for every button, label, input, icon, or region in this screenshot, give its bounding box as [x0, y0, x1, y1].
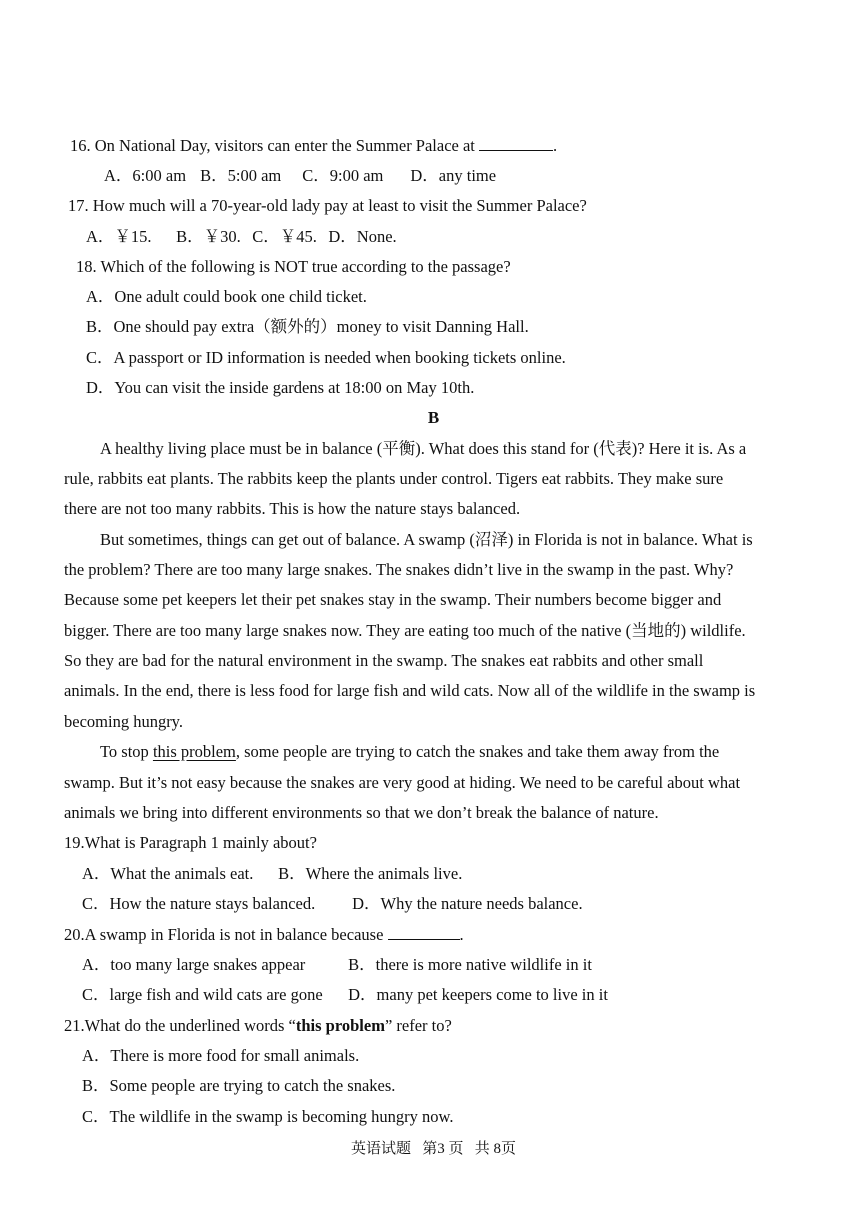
question-21-option-c: C．The wildlife in the swamp is becoming hungry now. [82, 1107, 454, 1126]
question-19-options-row-1 [82, 864, 462, 884]
question-number: 16. [70, 136, 91, 155]
page-footer: 英语试题 第3 页 共 8页 [350, 1141, 516, 1157]
question-19-stem [64, 833, 317, 853]
question-20-options-row-2 [82, 985, 608, 1005]
question-number: 18. [76, 257, 97, 276]
question-19-options-row-2 [82, 894, 583, 914]
bold-phrase: this problem [295, 1016, 385, 1035]
option-b: B．Where the animals live. [278, 864, 463, 883]
option-c: C．￥45. [252, 227, 317, 246]
option-d: D．None. [328, 227, 397, 246]
question-16-options [104, 166, 496, 186]
question-18-option-d: D．You can visit the inside gardens at 18:00 on May 10th. [86, 378, 475, 397]
question-17-stem [68, 196, 587, 216]
option-d: D．any time [410, 166, 497, 185]
option-c: C．9:00 am [302, 166, 384, 185]
option-d: D．many pet keepers come to live in it [348, 985, 608, 1004]
answer-blank [388, 925, 460, 940]
passage-p2-line-1: But sometimes, things can get out of balance. A swamp (沼泽) in Florida is not in balance. What is [100, 530, 753, 549]
question-text: How much will a 70-year-old lady pay at least to visit the Summer Palace? [92, 196, 587, 215]
question-20-stem [64, 925, 464, 945]
passage-p2-line-3: Because some pet keepers let their pet snakes stay in the swamp. Their numbers become bigger and [64, 590, 722, 609]
passage-text: , some people are trying to catch the snakes and take them away from the [235, 742, 720, 761]
section-heading: B [427, 408, 440, 427]
question-18-option-a: A．One adult could book one child ticket. [86, 287, 367, 306]
passage-text: To stop [100, 742, 153, 761]
passage-p3-line-3: animals we bring into different environments so that we don’t break the balance of nature. [64, 803, 659, 822]
question-21-option-a: A．There is more food for small animals. [82, 1046, 360, 1065]
question-number: 17. [68, 196, 89, 215]
option-a: A．What the animals eat. [82, 864, 254, 883]
question-number: 20. [64, 925, 85, 944]
passage-p2-line-7: becoming hungry. [64, 712, 183, 731]
question-text: A swamp in Florida is not in balance because [84, 925, 384, 944]
passage-p3-line-2: swamp. But it’s not easy because the snakes are very good at hiding. We need to be careful about what [64, 773, 741, 792]
question-text: On National Day, visitors can enter the Summer Palace at [94, 136, 475, 155]
question-text: What do the underlined words “ [84, 1016, 296, 1035]
question-text: ” refer to? [384, 1016, 452, 1035]
passage-p2-line-5: So they are bad for the natural environment in the swamp. The snakes eat rabbits and other small [64, 651, 704, 670]
answer-blank [479, 136, 553, 151]
option-d: D．Why the nature needs balance. [352, 894, 583, 913]
question-18-stem [76, 257, 511, 277]
option-b: B．5:00 am [200, 166, 282, 185]
passage-p1-line-3: there are not too many rabbits. This is how the nature stays balanced. [64, 499, 521, 518]
question-number: 21. [64, 1016, 85, 1035]
option-b: B．￥30. [176, 227, 241, 246]
passage-p1-line-1: A healthy living place must be in balance (平衡). What does this stand for (代表)? Here it is. As a [100, 439, 747, 458]
option-c: C．How the nature stays balanced. [82, 894, 316, 913]
question-17-options [86, 227, 397, 247]
passage-p2-line-2: the problem? There are too many large snakes. The snakes didn’t live in the swamp in the past. Why? [64, 560, 734, 579]
question-21-option-b: B．Some people are trying to catch the snakes. [82, 1076, 396, 1095]
question-punct: . [553, 136, 558, 155]
question-punct: . [459, 925, 464, 944]
question-18-option-c: C．A passport or ID information is needed when booking tickets online. [86, 348, 566, 367]
passage-p2-line-4: bigger. There are too many large snakes now. They are eating too much of the native (当地的) wildlife. [64, 621, 746, 640]
passage-p1-line-2: rule, rabbits eat plants. The rabbits keep the plants under control. Tigers eat rabbits. They make sure [64, 469, 724, 488]
option-b: B．there is more native wildlife in it [348, 955, 592, 974]
option-c: C．large fish and wild cats are gone [82, 985, 323, 1004]
question-18-option-b: B．One should pay extra（额外的）money to visit Danning Hall. [86, 317, 529, 336]
option-a: A．6:00 am [104, 166, 187, 185]
question-20-options-row-1 [82, 955, 592, 975]
question-text: Which of the following is NOT true according to the passage? [100, 257, 511, 276]
question-number: 19. [64, 833, 85, 852]
passage-p3-line-1 [100, 742, 719, 762]
underlined-phrase: this problem [152, 742, 236, 761]
question-21-stem [64, 1016, 452, 1036]
question-text: What is Paragraph 1 mainly about? [84, 833, 317, 852]
option-a: A．￥15. [86, 227, 152, 246]
option-a: A．too many large snakes appear [82, 955, 306, 974]
question-16-stem [70, 136, 557, 156]
passage-p2-line-6: animals. In the end, there is less food for large fish and wild cats. Now all of the wildlife in the swamp is [64, 681, 756, 700]
